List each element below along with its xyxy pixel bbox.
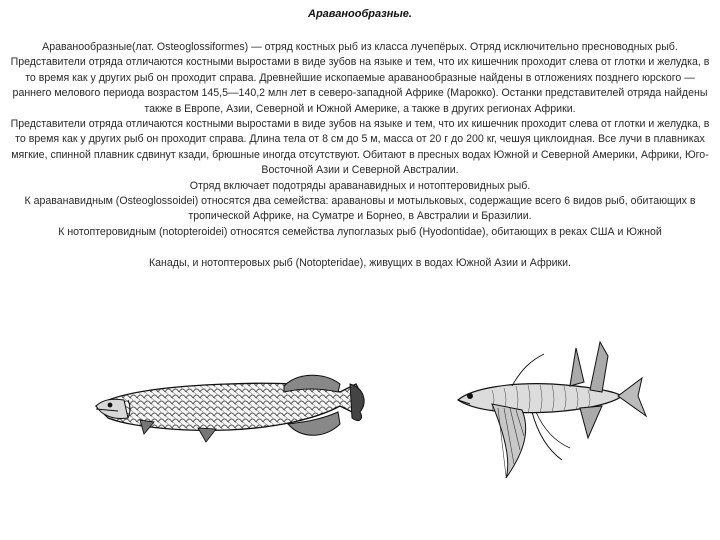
paragraph-notopteroidei-cont: Канады, и нотоптеровых рыб (Notopteridae), живущих в водах Южной Азии и Африки. [148, 256, 571, 269]
paragraph-suborders: Отряд включает подотряды араванавидных и нотоптеровидных рыб. [189, 179, 531, 192]
arowana-illustration [88, 362, 368, 452]
paragraph-osteoglossoidei: К араванавидным (Osteoglossoidei) относятся два семейства: аравановы и мотыльковых, содержащие всего 6 видов рыб, обитающих в тропической Африке, на Суматре и Борнео, в Австралии и Бразилии. [24, 195, 696, 223]
paragraph-notopteroidei: К нотоптеровидным (notopteroidei) относятся семейства лупоглазых рыб (Hyodontidae), обитающих в реках США и Южной [58, 225, 662, 238]
paragraph-features: Представители отряда отличаются костными выростами в виде зубов на языке и тем, что их кишечник проходит слева от глотки и желудка, в то время как у других рыб он проходит справа. Длина тела от 8 см до 5 м, масса от 20 г до 200 кг, чешуя циклоидная. Все лучи в плавниках мягкие, спинной плавник сдвинут кзади, брюшные иногда отсутствуют. Обитают в пресных водах Южной и Северной Америки, Африки, Юго-Восточной Азии и Северной Австралии. [10, 118, 710, 177]
butterflyfish-illustration [452, 338, 652, 488]
paragraph-intro: Араванообразные(лат. Osteoglossiformes) — отряд костных рыб из класса лучепёрых. Отряд исключительно пресноводных рыб. Представители отряда отличаются костными выростами в виде зубов на языке и тем, что их кишечник проходит слева от глотки и желудка, в то время как у других рыб он проходит справа. Древнейшие ископаемые араванообразные найдены в отложениях позднего юрского — раннего мелового периода возрастом 145,5—140,2 млн лет в северо-западной Африке (Марокко). Останки представителей отряда найдены также в Европе, Азии, Северной и Южной Америке, а также в других регионах Африки. [10, 41, 710, 115]
document-title: Араванообразные. [308, 8, 412, 20]
body-text [8, 40, 712, 271]
